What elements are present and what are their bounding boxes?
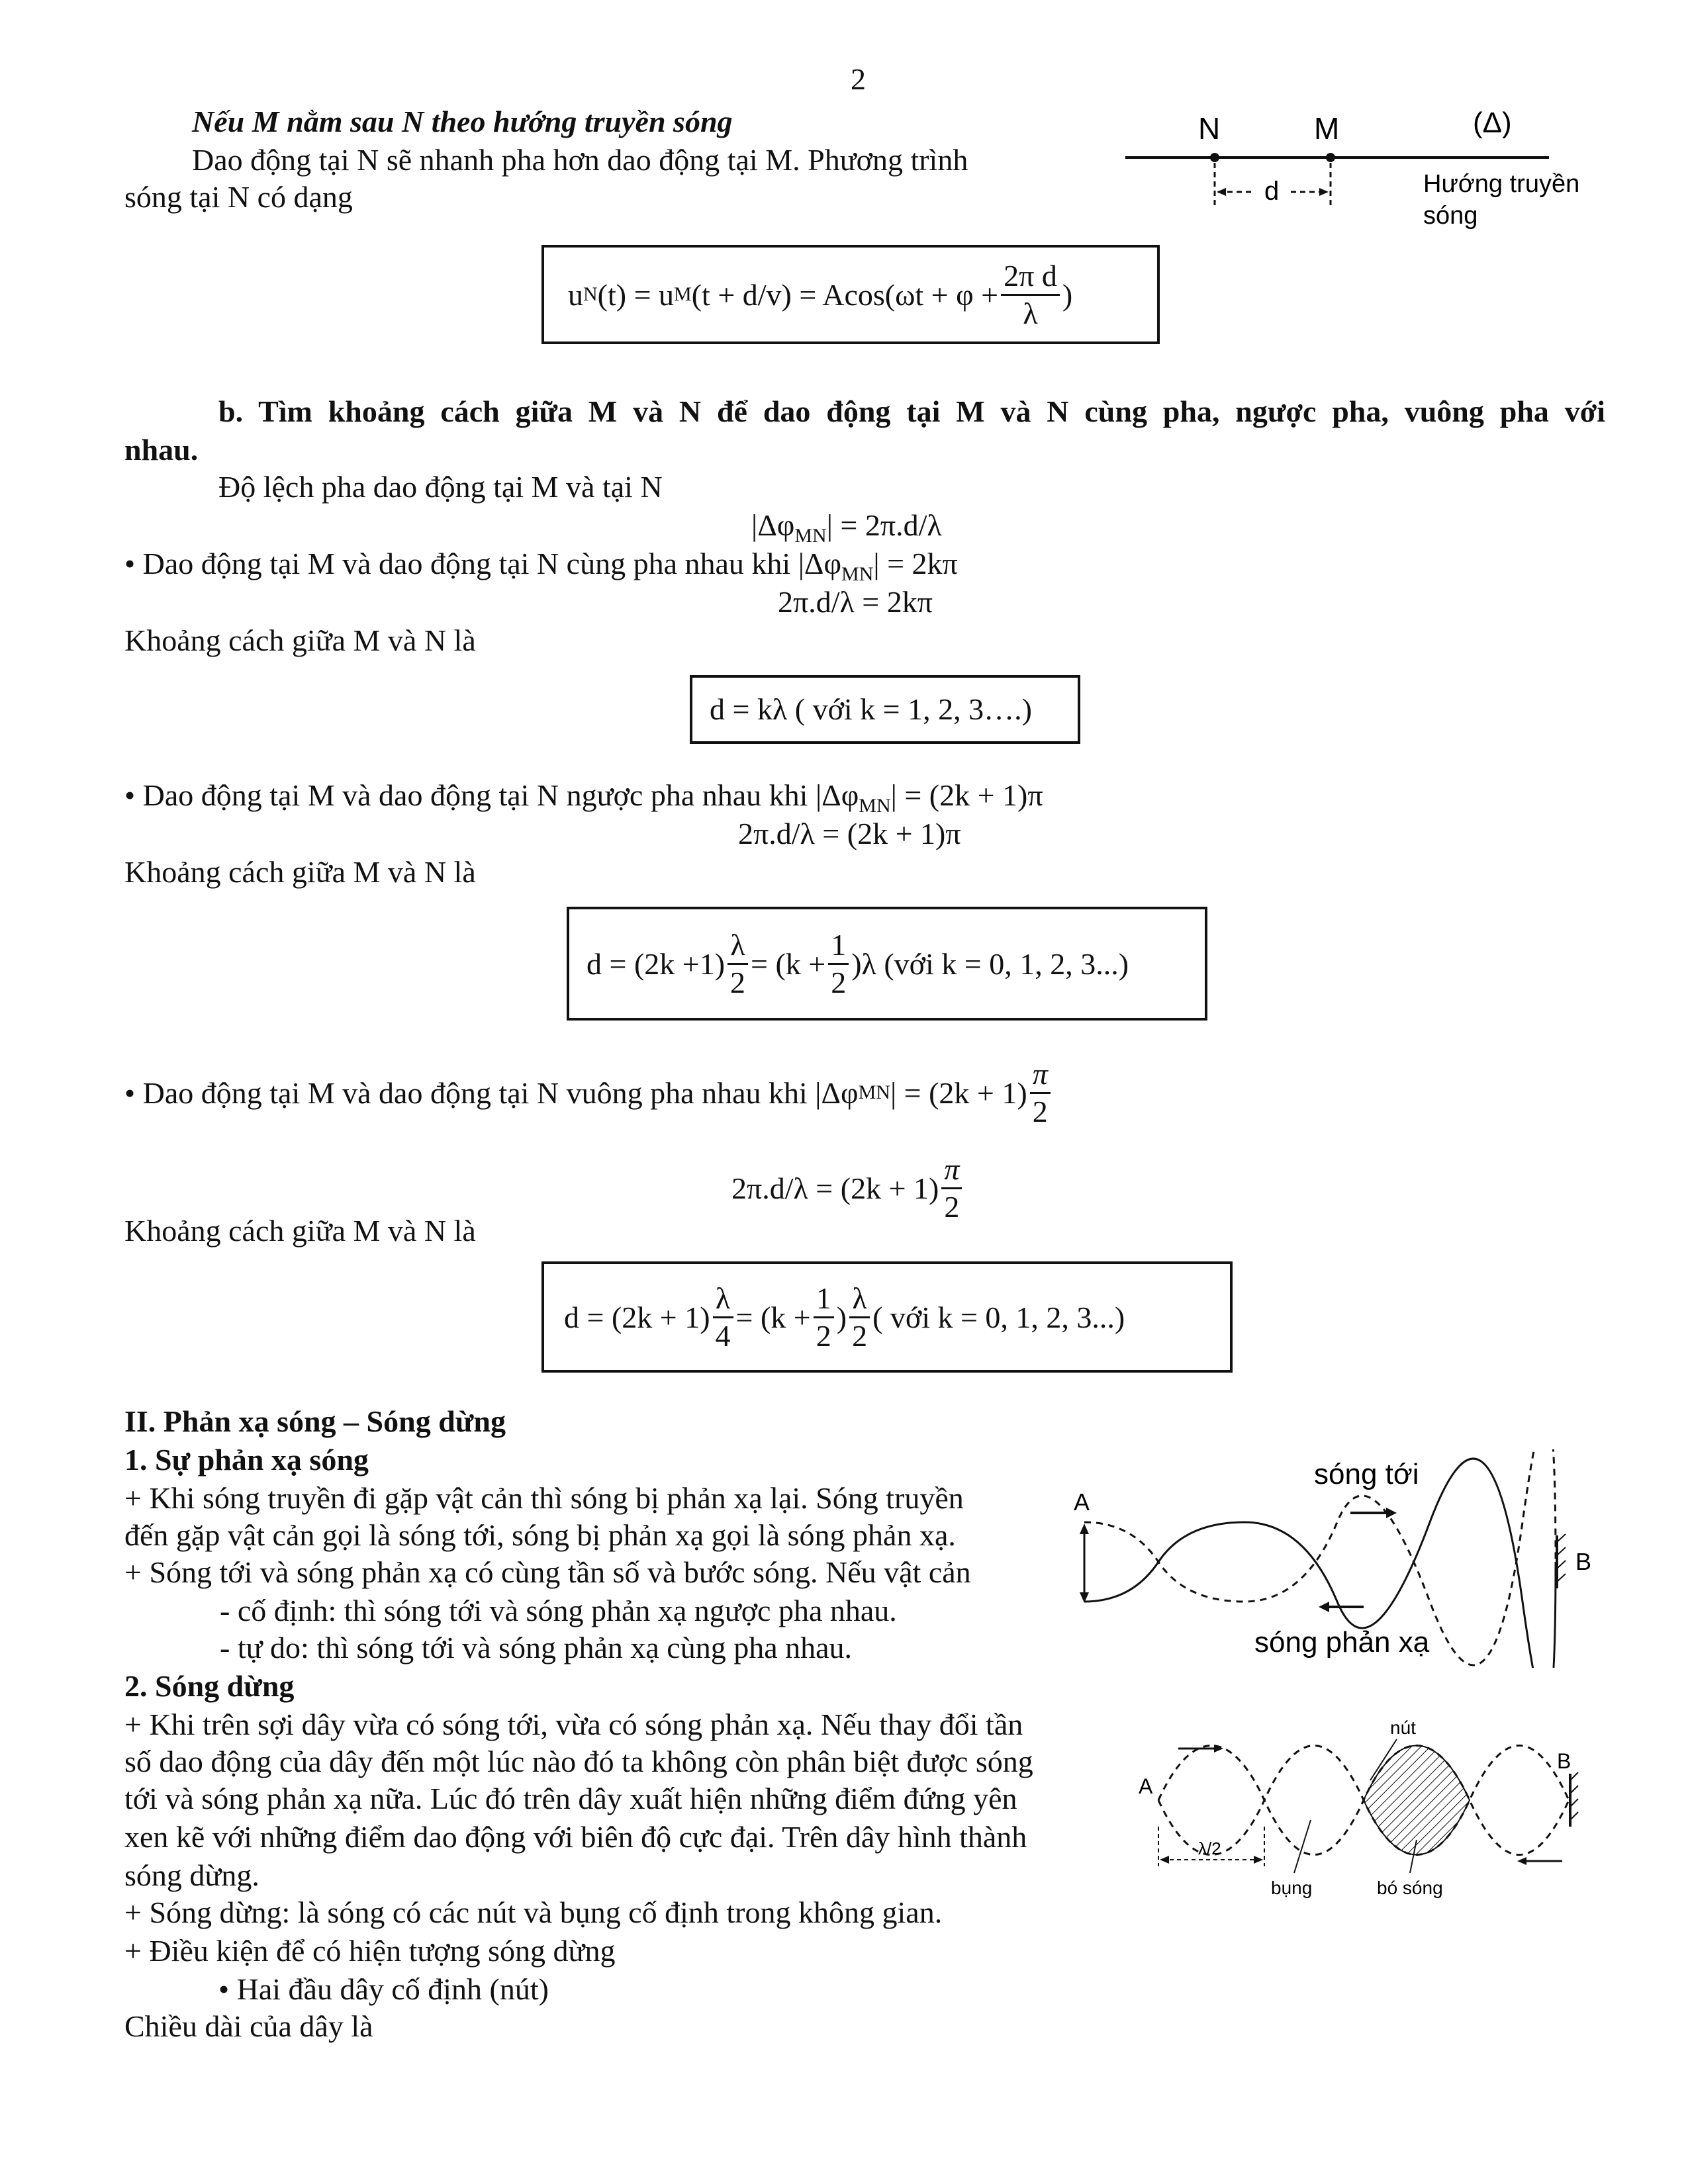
reflection-line3: + Sóng tới và sóng phản xạ có cùng tần số và bước sóng. Nếu vật cản <box>124 1555 971 1589</box>
label-direction-2: sóng <box>1423 202 1478 230</box>
reflection-line5: - tự do: thì sóng tới và sóng phản xạ cùng pha nhau. <box>220 1631 853 1664</box>
standing-line9: Chiều dài của dây là <box>124 2009 373 2043</box>
case-quadrature-eq: 2π.d/λ = (2k + 1) $\frac{\pi}{2}$ <box>731 1145 964 1231</box>
reflection-line2: đến gặp vật cản gọi là sóng tới, sóng bị phản xạ gọi là sóng phản xạ. <box>124 1518 956 1552</box>
standing-line2: số dao động của dây đến một lúc nào đó ta không còn phân biệt được sóng <box>124 1745 1033 1778</box>
case-in-phase: • Dao động tại M và dao động tại N cùng pha nhau khi $|\Delta\varphi_{MN}| = 2k\pi$ <box>124 547 958 586</box>
label-b-standing: B <box>1557 1749 1571 1773</box>
standing-line7: + Điều kiện để có hiện tượng sóng dừng <box>124 1934 616 1968</box>
label-direction-1: Hướng truyền <box>1423 170 1580 198</box>
subsection-reflection-heading: 1. Sự phản xạ sóng <box>124 1443 369 1477</box>
standing-line1: + Khi trên sợi dây vừa có sóng tới, vừa có sóng phản xạ. Nếu thay đổi tần <box>124 1707 1023 1741</box>
label-incident-wave: sóng tới <box>1314 1458 1419 1490</box>
page-number: 2 <box>851 62 866 96</box>
phase-intro: Độ lệch pha dao động tại M và tại N <box>218 470 663 504</box>
standing-line3: tới và sóng phản xạ nữa. Lúc đó trên dây xuất hiện những điểm đứng yên <box>124 1782 1017 1815</box>
case-quadrature-distance-label: Khoảng cách giữa M và N là <box>124 1214 476 1248</box>
label-a-standing: A <box>1139 1774 1153 1798</box>
case-in-phase-distance-label: Khoảng cách giữa M và N là <box>124 623 476 657</box>
phase-difference-eq: $|\Delta\varphi_{MN}| = 2\pi.d/\lambda$ <box>751 508 942 547</box>
label-antinode: bụng <box>1271 1878 1313 1898</box>
wave-segment-hatch <box>1364 1746 1470 1855</box>
standing-line6: + Sóng dừng: là sóng có các nút và bụng cố định trong không gian. <box>124 1895 943 1929</box>
wave-direction-figure <box>1112 99 1589 245</box>
case-anti-phase-eq: 2π.d/λ = (2k + 1)π <box>738 817 961 850</box>
label-half-wavelength: λ/2 <box>1198 1839 1221 1858</box>
label-n: N <box>1198 111 1221 146</box>
point-n-dot <box>1210 153 1219 162</box>
case-in-phase-eq: 2π.d/λ = 2kπ <box>778 585 933 619</box>
section-b-heading-cont: nhau. <box>124 433 199 467</box>
standing-line4: xen kẽ với những điểm dao động với biên độ cực đại. Trên dây hình thành <box>124 1820 1027 1854</box>
wave-equation: u N (t) = u M (t + d/v) = Acos(ωt + φ + $\frac{\text{2π d}}{\lambda}$ ) <box>568 258 1073 330</box>
label-b: B <box>1575 1548 1592 1575</box>
quadrature-result: d = (2k + 1) $\frac{\lambda}{4}$ = (k + $\frac{1}{2}$ ) $\frac{\lambda}{2}$ ( với k = 0, 1, 2, 3...) <box>564 1281 1125 1353</box>
standing-wave-figure <box>1132 1707 1609 1906</box>
label-a: A <box>1074 1488 1090 1516</box>
label-node: nút <box>1390 1717 1416 1738</box>
section-ii-heading: II. Phản xạ sóng – Sóng dừng <box>124 1404 506 1438</box>
standing-line8: • Hai đầu dây cố định (nút) <box>218 1972 549 2006</box>
case-anti-phase-distance-label: Khoảng cách giữa M và N là <box>124 855 476 889</box>
label-d: d <box>1264 177 1280 206</box>
in-phase-result: d = kλ ( với k = 1, 2, 3….) <box>710 692 1032 726</box>
label-delta: (Δ) <box>1473 107 1512 139</box>
label-wave-segment: bó sóng <box>1377 1878 1443 1898</box>
reflection-line4: - cố định: thì sóng tới và sóng phản xạ ngược pha nhau. <box>220 1594 897 1627</box>
section-a-line2: sóng tại N có dạng <box>124 180 353 214</box>
anti-phase-result: d = (2k +1) $\frac{\lambda}{2}$ = (k + $\frac{1}{2}$ )λ (với k = 0, 1, 2, 3...) <box>586 927 1129 999</box>
point-m-dot <box>1326 153 1335 162</box>
section-a-heading: Nếu M nằm sau N theo hướng truyền sóng <box>192 105 733 138</box>
label-m: M <box>1314 111 1340 146</box>
case-anti-phase: • Dao động tại M và dao động tại N ngược pha nhau khi $|\Delta\varphi_{MN}| = (2k + 1)\pi$ <box>124 778 1043 817</box>
standing-line5: sóng dừng. <box>124 1858 259 1892</box>
subsection-standing-heading: 2. Sóng dừng <box>124 1669 295 1703</box>
label-reflected-wave: sóng phản xạ <box>1254 1626 1430 1659</box>
case-quadrature: • Dao động tại M và dao động tại N vuông pha nhau khi |Δφ MN | = (2k + 1) $\frac{\pi}{2}$ <box>124 1050 1053 1136</box>
reflection-line1: + Khi sóng truyền đi gặp vật cản thì sóng bị phản xạ lại. Sóng truyền <box>124 1481 964 1515</box>
section-b-heading: b. Tìm khoảng cách giữa M và N để dao động tại M và N cùng pha, ngược pha, vuông pha với <box>218 394 1605 428</box>
reflection-figure <box>1066 1449 1628 1668</box>
section-a-line1: Dao động tại N sẽ nhanh pha hơn dao động tại M. Phương trình <box>192 143 968 177</box>
